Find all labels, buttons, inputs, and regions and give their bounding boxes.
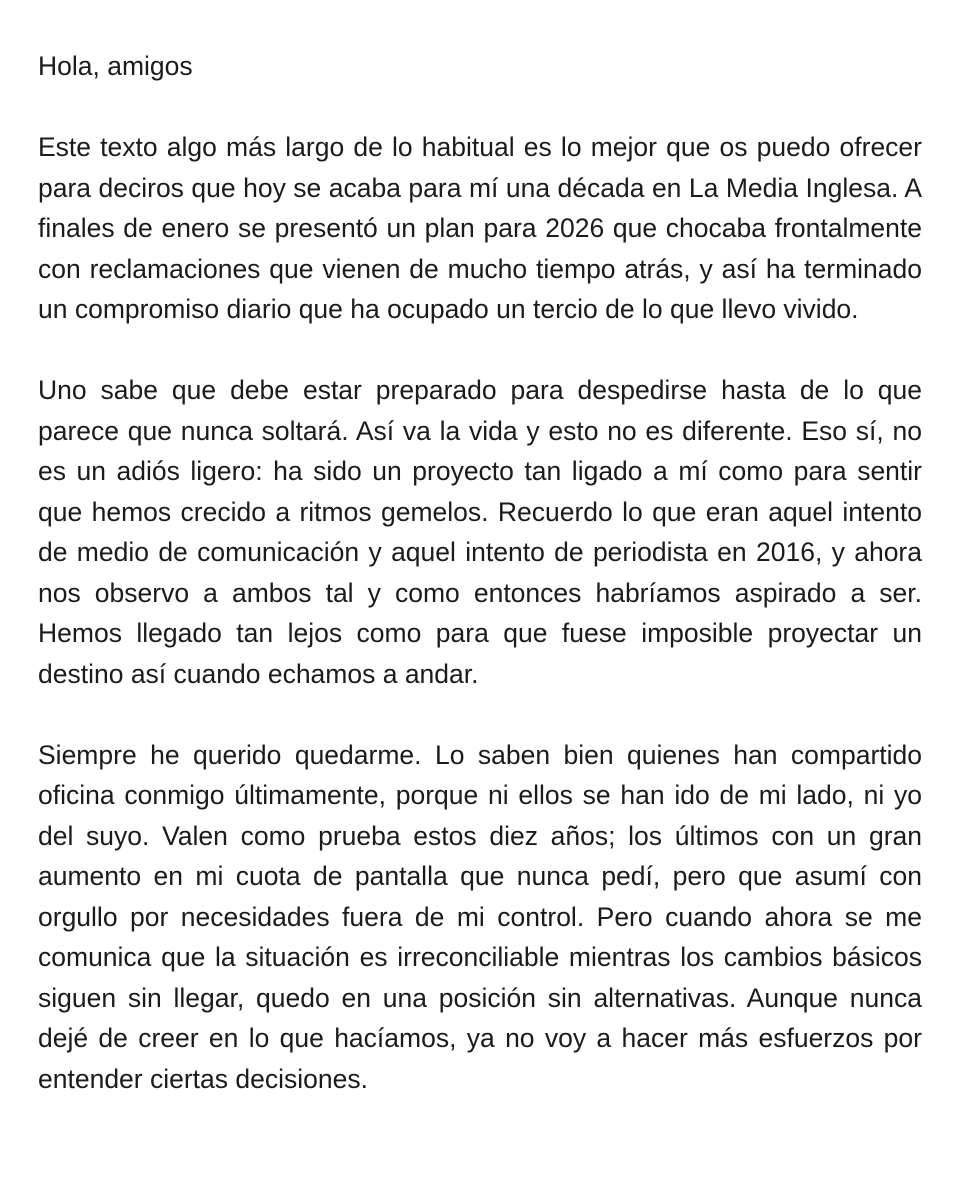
paragraph-farewell-announcement: Este texto algo más largo de lo habitual es lo mejor que os puedo ofrecer para deciros que hoy se acaba para mí una década en La Media Inglesa. A finales de enero se presentó un plan para 2026 que chocaba frontalmente con reclamaciones que vienen de mucho tiempo atrás, y así ha terminado un compromiso diario que ha ocupado un tercio de lo que llevo vivido. [38,132,922,324]
paragraph-reasons: Siempre he querido quedarme. Lo saben bien quienes han compartido oficina conmigo últimamente, porque ni ellos se han ido de mi lado, ni yo del suyo. Valen como prueba estos diez años; los últimos con un gran aumento en mi cuota de pantalla que nunca pedí, pero que asumí con orgullo por necesidades fuera de mi control. Pero cuando ahora se me comunica que la situación es irreconciliable mientras los cambios básicos siguen sin llegar, quedo en una posición sin alternativas. Aunque nunca dejé de creer en lo que hacíamos, ya no voy a hacer más esfuerzos por entender ciertas decisiones. [38,739,922,1094]
letter-body [38,46,922,1099]
paragraph-reflection: Uno sabe que debe estar preparado para despedirse hasta de lo que parece que nunca soltará. Así va la vida y esto no es diferente. Eso sí, no es un adiós ligero: ha sido un proyecto tan ligado a mí como para sentir que hemos crecido a ritmos gemelos. Recuerdo lo que eran aquel intento de medio de comunicación y aquel intento de periodista en 2016, y ahora nos observo a ambos tal y como entonces habríamos aspirado a ser. Hemos llegado tan lejos como para que fuese imposible proyectar un destino así cuando echamos a andar. [38,375,922,689]
letter-greeting: Hola, amigos [38,51,193,81]
